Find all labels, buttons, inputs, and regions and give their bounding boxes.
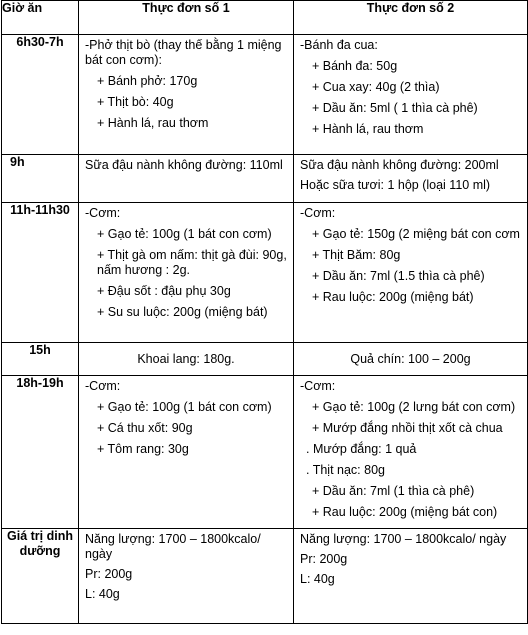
menu-1-cell xyxy=(79,155,294,203)
menu-line: Pr: 200g xyxy=(85,567,133,581)
menu-line: + Cá thu xốt: 90g xyxy=(97,421,193,435)
menu-line: + Su su luộc: 200g (miệng bát) xyxy=(97,305,268,319)
menu-2-cell xyxy=(294,203,528,343)
menu-line: -Phở thịt bò (thay thế bằng 1 miệng bát con cơm): xyxy=(85,38,282,67)
menu-line: Pr: 200g xyxy=(300,552,348,566)
menu-line: . Thịt nạc: 80g xyxy=(306,463,385,477)
nutrition-label-cell: Giá trị dinh dưỡng xyxy=(2,529,79,624)
menu-2-cell xyxy=(294,155,528,203)
menu-line: + Bánh phở: 170g xyxy=(97,74,198,88)
table-row xyxy=(2,155,528,203)
table-row xyxy=(2,343,528,376)
menu-2-cell xyxy=(294,35,528,155)
menu-1-cell: Khoai lang: 180g. xyxy=(79,343,294,376)
menu-line: -Cơm: xyxy=(300,379,336,393)
menu-line: L: 40g xyxy=(300,572,335,586)
menu-line: Năng lượng: 1700 – 1800kcalo/ ngày xyxy=(85,532,261,561)
menu-line: + Rau luộc: 200g (miệng bát con) xyxy=(312,505,498,519)
header-menu-2: Thực đơn số 2 xyxy=(294,1,528,35)
meal-time-cell: 15h xyxy=(2,343,79,376)
menu-line: + Thịt bò: 40g xyxy=(97,95,174,109)
table-row xyxy=(2,35,528,155)
menu-2-cell: Quả chín: 100 – 200g xyxy=(294,343,528,376)
menu-line: + Hành lá, rau thơm xyxy=(312,122,424,136)
menu-1-cell xyxy=(79,529,294,624)
menu-line: + Dầu ăn: 5ml ( 1 thìa cà phê) xyxy=(312,101,478,115)
menu-line: + Gạo tẻ: 100g (1 bát con cơm) xyxy=(97,400,272,414)
menu-line: + Gạo tẻ: 150g (2 miệng bát con cơm xyxy=(312,227,520,241)
menu-line: + Hành lá, rau thơm xyxy=(97,116,209,130)
meal-time-cell: 18h-19h xyxy=(2,376,79,529)
menu-line: + Cua xay: 40g (2 thìa) xyxy=(312,80,440,94)
menu-line: + Gạo tẻ: 100g (2 lưng bát con cơm) xyxy=(312,400,516,414)
meal-time-cell: 6h30-7h xyxy=(2,35,79,155)
menu-line: -Cơm: xyxy=(85,379,121,393)
menu-line: Hoặc sữa tươi: 1 hộp (loại 110 ml) xyxy=(300,178,491,192)
menu-line: + Đậu sốt : đậu phụ 30g xyxy=(97,284,231,298)
menu-line: + Thịt gà om nấm: thịt gà đùi: 90g, nấm hương : 2g. xyxy=(97,248,287,277)
menu-line: -Cơm: xyxy=(300,206,336,220)
menu-2-cell xyxy=(294,376,528,529)
menu-line: + Dầu ăn: 7ml (1 thìa cà phê) xyxy=(312,484,475,498)
header-menu-1: Thực đơn số 1 xyxy=(79,1,294,35)
menu-line: + Dầu ăn: 7ml (1.5 thìa cà phê) xyxy=(312,269,485,283)
menu-line: + Tôm rang: 30g xyxy=(97,442,189,456)
menu-line: L: 40g xyxy=(85,587,120,601)
menu-line: + Gạo tẻ: 100g (1 bát con cơm) xyxy=(97,227,272,241)
menu-line: Sữa đậu nành không đường: 110ml xyxy=(85,158,283,172)
table-row xyxy=(2,203,528,343)
menu-2-cell xyxy=(294,529,528,624)
table-row xyxy=(2,529,528,624)
table-row xyxy=(2,376,528,529)
menu-1-cell xyxy=(79,35,294,155)
menu-line: + Thịt Băm: 80g xyxy=(312,248,401,262)
menu-line: . Mướp đắng: 1 quả xyxy=(306,442,417,456)
menu-line: + Bánh đa: 50g xyxy=(312,59,398,73)
header-row xyxy=(2,1,528,35)
header-meal-time: Giờ ăn xyxy=(2,1,79,35)
menu-line: + Mướp đắng nhồi thịt xốt cà chua xyxy=(312,421,503,435)
meal-time-cell: 11h-11h30 xyxy=(2,203,79,343)
meal-time-cell: 9h xyxy=(2,155,79,203)
menu-line: + Rau luộc: 200g (miệng bát) xyxy=(312,290,474,304)
menu-line: -Bánh đa cua: xyxy=(300,38,378,52)
meal-plan-table xyxy=(1,0,528,624)
menu-line: -Cơm: xyxy=(85,206,121,220)
menu-1-cell xyxy=(79,203,294,343)
menu-1-cell xyxy=(79,376,294,529)
menu-line: Sữa đậu nành không đường: 200ml xyxy=(300,158,499,172)
menu-line: Năng lượng: 1700 – 1800kcalo/ ngày xyxy=(300,532,507,546)
